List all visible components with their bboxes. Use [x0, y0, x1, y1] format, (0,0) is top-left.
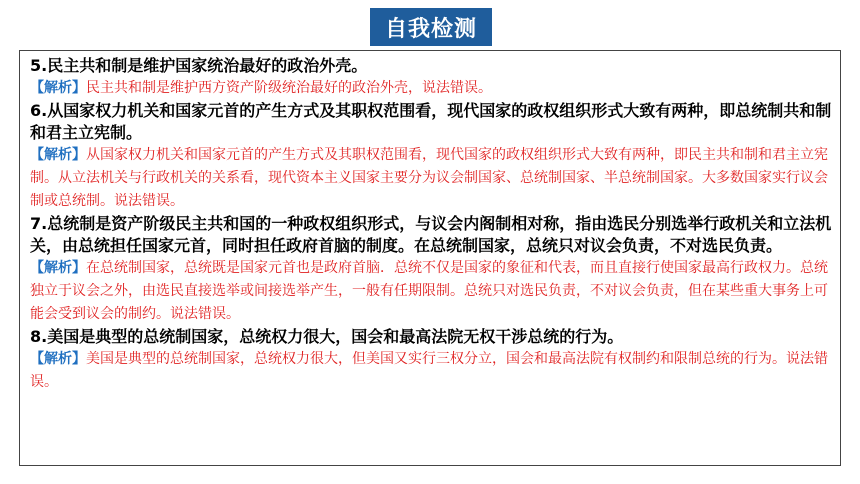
answer-text: 民主共和制是维护西方资产阶级统治最好的政治外壳，说法错误。: [86, 80, 492, 96]
answer-5: [30, 77, 832, 100]
analysis-tag: 【解析】: [30, 260, 86, 276]
question-8: 8.美国是典型的总统制国家，总统权力很大，国会和最高法院无权干涉总统的行为。: [30, 327, 624, 346]
analysis-tag: 【解析】: [30, 351, 86, 367]
answer-7: [30, 257, 832, 326]
answer-6: [30, 144, 832, 213]
answer-text: 美国是典型的总统制国家，总统权力很大，但美国又实行三权分立，国会和最高法院有权制约和限制总统的行为。说法错误。: [30, 351, 828, 390]
question-6: 6.从国家权力机关和国家元首的产生方式及其职权范围看，现代国家的政权组织形式大致有两种，即总统制共和制和君主立宪制。: [30, 101, 832, 142]
content-box: [19, 50, 841, 466]
answer-text: 从国家权力机关和国家元首的产生方式及其职权范围看，现代国家的政权组织形式大致有两种，即民主共和制和君主立宪制。从立法机关与行政机关的关系看，现代资本主义国家主要分为议会制国家、总统制国家、半总统制国家。大多数国家实行议会制或总统制。说法错误。: [30, 147, 828, 209]
page-title: 自我检测: [370, 8, 492, 46]
analysis-tag: 【解析】: [30, 147, 86, 163]
analysis-tag: 【解析】: [30, 80, 86, 96]
question-5: 5.民主共和制是维护国家统治最好的政治外壳。: [30, 56, 368, 75]
question-7: 7.总统制是资产阶级民主共和国的一种政权组织形式，与议会内阁制相对称，指由选民分别选举行政机关和立法机关，由总统担任国家元首，同时担任政府首脑的制度。在总统制国家，总统只对议会负责，不对选民负责。: [30, 214, 832, 255]
answer-8: [30, 348, 832, 394]
answer-text: 在总统制国家，总统既是国家元首也是政府首脑．总统不仅是国家的象征和代表，而且直接行使国家最高行政权力。总统独立于议会之外，由选民直接选举或间接选举产生，一般有任期限制。总统只对选民负责，不对议会负责，但在某些重大事务上可能会受到议会的制约。说法错误。: [30, 260, 828, 322]
